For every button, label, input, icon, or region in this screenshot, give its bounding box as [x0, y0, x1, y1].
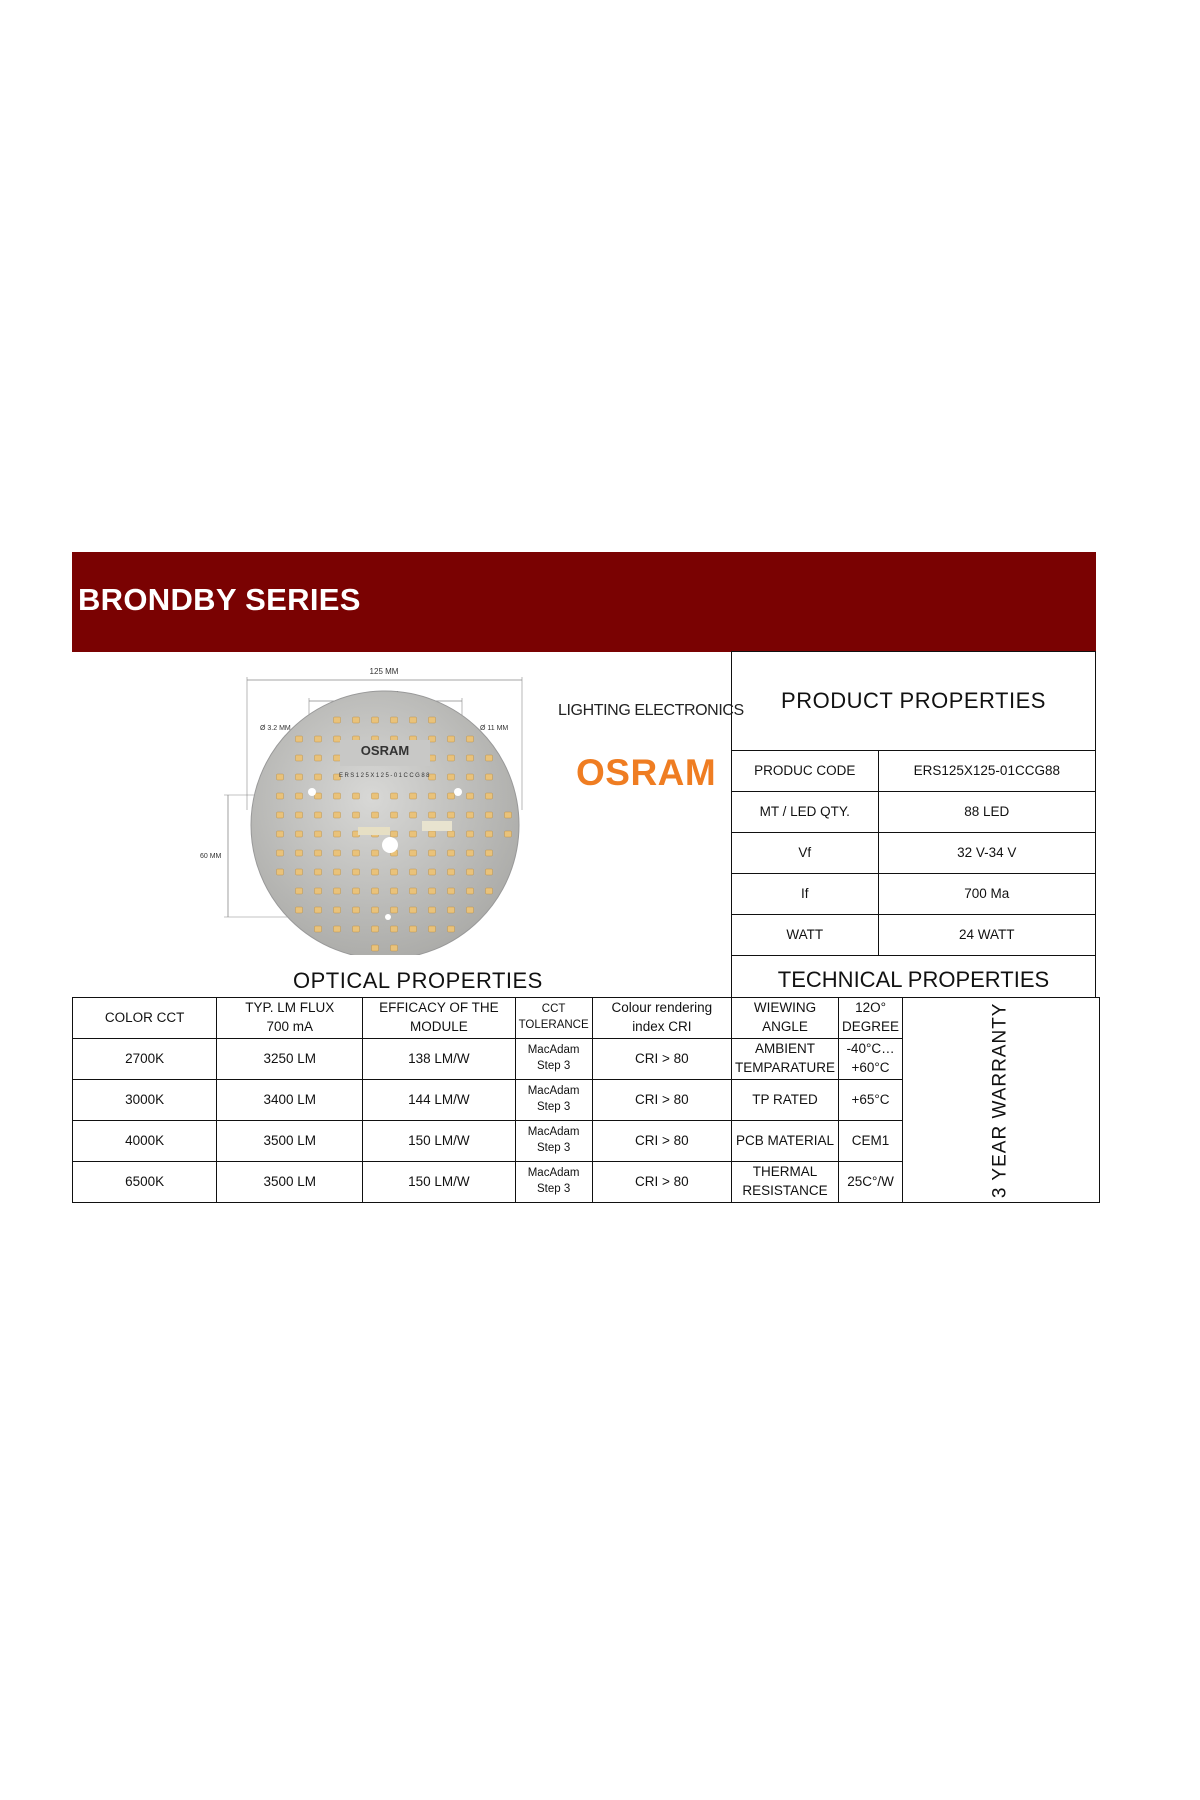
- led-chip: [296, 831, 303, 837]
- product-value: 24 WATT: [878, 915, 1095, 956]
- warranty-cell: [903, 998, 1100, 1203]
- led-chip: [372, 945, 379, 951]
- tech-label: AMBIENT TEMPARATURE: [732, 1039, 839, 1080]
- led-chip: [296, 869, 303, 875]
- cell-tolerance: MacAdam Step 3: [515, 1162, 592, 1203]
- led-chip: [296, 812, 303, 818]
- led-chip: [467, 888, 474, 894]
- led-chip: [391, 907, 398, 913]
- header-efficacy: EFFICACY OF THE MODULE: [363, 998, 515, 1039]
- led-chip: [467, 812, 474, 818]
- product-label: If: [732, 874, 879, 915]
- led-chip: [448, 850, 455, 856]
- header-cri: Colour rendering index CRI: [592, 998, 731, 1039]
- led-chip: [315, 869, 322, 875]
- led-chip: [467, 793, 474, 799]
- cell-flux: 3250 LM: [217, 1039, 363, 1080]
- led-chip: [429, 793, 436, 799]
- board-brand-label: OSRAM: [360, 743, 410, 758]
- led-chip: [296, 774, 303, 780]
- led-chip: [391, 717, 398, 723]
- led-chip: [296, 793, 303, 799]
- led-chip: [372, 907, 379, 913]
- led-chip: [315, 736, 322, 742]
- product-label: WATT: [732, 915, 879, 956]
- cell-tolerance: MacAdam Step 3: [515, 1039, 592, 1080]
- led-chip: [429, 907, 436, 913]
- lighting-electronics-tagline: LIGHTING ELECTRONICS: [558, 702, 744, 719]
- led-chip: [372, 793, 379, 799]
- led-chip: [296, 755, 303, 761]
- board-code-label: ERS125X125-01CCG88: [338, 773, 432, 779]
- product-value: 32 V-34 V: [878, 833, 1095, 874]
- led-module-drawing: [190, 655, 550, 955]
- cell-efficacy: 144 LM/W: [363, 1080, 515, 1121]
- product-value: 700 Ma: [878, 874, 1095, 915]
- mount-hole-right: [454, 788, 462, 796]
- led-chip: [391, 926, 398, 932]
- pcb-illustration: [190, 655, 550, 955]
- led-chip: [448, 926, 455, 932]
- led-chip: [429, 850, 436, 856]
- cell-cri: CRI > 80: [592, 1121, 731, 1162]
- product-value: ERS125X125-01CCG88: [878, 751, 1095, 792]
- led-chip: [315, 926, 322, 932]
- led-chip: [277, 869, 284, 875]
- header-lm-flux: TYP. LM FLUX 700 mA: [217, 998, 363, 1039]
- led-chip: [410, 812, 417, 818]
- led-chip: [315, 793, 322, 799]
- product-label: Vf: [732, 833, 879, 874]
- cell-flux: 3500 LM: [217, 1121, 363, 1162]
- led-chip: [429, 888, 436, 894]
- led-chip: [277, 850, 284, 856]
- cell-flux: 3400 LM: [217, 1080, 363, 1121]
- led-chip: [448, 869, 455, 875]
- tech-label: THERMAL RESISTANCE: [732, 1162, 839, 1203]
- led-chip: [448, 736, 455, 742]
- table-row: [732, 915, 1096, 956]
- led-chip: [505, 831, 512, 837]
- led-chip: [334, 888, 341, 894]
- led-chip: [467, 831, 474, 837]
- product-label: PRODUC CODE: [732, 751, 879, 792]
- led-chip: [334, 869, 341, 875]
- cell-cri: CRI > 80: [592, 1039, 731, 1080]
- led-chip: [353, 926, 360, 932]
- led-chip: [486, 850, 493, 856]
- table-header-row: [73, 998, 732, 1039]
- led-chip: [429, 812, 436, 818]
- led-chip: [372, 869, 379, 875]
- led-chip: [315, 755, 322, 761]
- optical-properties-title: OPTICAL PROPERTIES: [293, 968, 543, 993]
- led-chip: [410, 717, 417, 723]
- table-row: [732, 833, 1096, 874]
- table-row: [73, 1080, 732, 1121]
- led-chip: [334, 736, 341, 742]
- led-chip: [448, 755, 455, 761]
- dim-hole-small-label: Ø 3.2 MM: [260, 725, 291, 732]
- led-chip: [372, 888, 379, 894]
- led-chip: [467, 850, 474, 856]
- led-chip: [429, 831, 436, 837]
- table-row: [732, 751, 1096, 792]
- led-chip: [353, 850, 360, 856]
- dim-height-label: 60 MM: [200, 853, 222, 860]
- led-chip: [448, 812, 455, 818]
- cell-efficacy: 150 LM/W: [363, 1121, 515, 1162]
- led-chip: [334, 793, 341, 799]
- led-chip: [296, 907, 303, 913]
- led-chip: [296, 888, 303, 894]
- led-chip: [391, 812, 398, 818]
- led-chip: [296, 850, 303, 856]
- product-properties-table: [731, 651, 1096, 998]
- cell-cct: 3000K: [73, 1080, 217, 1121]
- led-chip: [277, 774, 284, 780]
- led-chip: [277, 812, 284, 818]
- led-chip: [334, 831, 341, 837]
- dim-hole-large-label: Ø 11 MM: [480, 725, 509, 732]
- product-label: MT / LED QTY.: [732, 792, 879, 833]
- product-value: 88 LED: [878, 792, 1095, 833]
- tech-label: TP RATED: [732, 1080, 839, 1121]
- series-title: BRONDBY SERIES: [78, 582, 361, 617]
- led-chip: [467, 755, 474, 761]
- optical-properties-table: [72, 997, 732, 1203]
- led-chip: [486, 793, 493, 799]
- led-chip: [296, 736, 303, 742]
- led-chip: [353, 812, 360, 818]
- product-properties-title: PRODUCT PROPERTIES: [732, 652, 1096, 751]
- led-chip: [334, 755, 341, 761]
- mount-hole-bottom: [385, 914, 391, 920]
- led-chip: [334, 812, 341, 818]
- tech-value: -40°C… +60°C: [839, 1039, 903, 1080]
- led-chip: [315, 774, 322, 780]
- tech-value: +65°C: [839, 1080, 903, 1121]
- dim-width-label: 125 MM: [369, 667, 399, 676]
- led-chip: [391, 831, 398, 837]
- led-chip: [486, 831, 493, 837]
- table-row: [732, 998, 1100, 1039]
- mount-hole-left: [308, 788, 316, 796]
- led-chip: [486, 812, 493, 818]
- led-chip: [353, 869, 360, 875]
- led-chip: [315, 812, 322, 818]
- led-chip: [410, 869, 417, 875]
- led-chip: [410, 907, 417, 913]
- led-chip: [448, 831, 455, 837]
- cell-cct: 6500K: [73, 1162, 217, 1203]
- header-banner: [72, 552, 1096, 652]
- led-chip: [467, 869, 474, 875]
- cell-cri: CRI > 80: [592, 1080, 731, 1121]
- led-chip: [372, 926, 379, 932]
- led-chip: [391, 888, 398, 894]
- cell-cct: 4000K: [73, 1121, 217, 1162]
- cell-cri: CRI > 80: [592, 1162, 731, 1203]
- led-chip: [429, 717, 436, 723]
- mount-hole-center: [382, 837, 398, 853]
- pcb-board: [251, 691, 519, 955]
- led-chip: [372, 812, 379, 818]
- tech-value: 12O° DEGREE: [839, 998, 903, 1039]
- led-chip: [467, 774, 474, 780]
- led-chip: [315, 907, 322, 913]
- led-chip: [410, 831, 417, 837]
- led-chip: [410, 888, 417, 894]
- led-chip: [334, 907, 341, 913]
- led-chip: [486, 755, 493, 761]
- osram-logo: OSRAM: [576, 752, 717, 793]
- led-chip: [334, 926, 341, 932]
- led-chip: [334, 717, 341, 723]
- tech-value: CEM1: [839, 1121, 903, 1162]
- cell-flux: 3500 LM: [217, 1162, 363, 1203]
- led-chip: [505, 812, 512, 818]
- led-chip: [410, 926, 417, 932]
- led-chip: [277, 831, 284, 837]
- led-chip: [429, 926, 436, 932]
- tech-label: PCB MATERIAL: [732, 1121, 839, 1162]
- led-chip: [448, 793, 455, 799]
- header-cct-tolerance: CCT TOLERANCE: [515, 998, 592, 1039]
- table-row: [73, 1162, 732, 1203]
- led-chip: [315, 850, 322, 856]
- cell-cct: 2700K: [73, 1039, 217, 1080]
- led-chip: [391, 945, 398, 951]
- cell-efficacy: 138 LM/W: [363, 1039, 515, 1080]
- header-color-cct: COLOR CCT: [73, 998, 217, 1039]
- table-row: [73, 1121, 732, 1162]
- led-chip: [391, 869, 398, 875]
- led-chip: [353, 907, 360, 913]
- led-chip: [448, 907, 455, 913]
- cell-tolerance: MacAdam Step 3: [515, 1080, 592, 1121]
- led-chip: [353, 793, 360, 799]
- led-chip: [353, 888, 360, 894]
- warranty-label: 3 YEAR WARRANTY: [989, 1002, 1011, 1198]
- led-chip: [410, 850, 417, 856]
- tech-value: 25C°/W: [839, 1162, 903, 1203]
- led-chip: [334, 850, 341, 856]
- table-row: [732, 874, 1096, 915]
- led-chip: [448, 774, 455, 780]
- table-row: [732, 792, 1096, 833]
- technical-properties-table: [731, 997, 1100, 1203]
- led-chip: [372, 850, 379, 856]
- led-chip: [391, 793, 398, 799]
- cell-efficacy: 150 LM/W: [363, 1162, 515, 1203]
- led-chip: [277, 793, 284, 799]
- cell-tolerance: MacAdam Step 3: [515, 1121, 592, 1162]
- tech-label: WIEWING ANGLE: [732, 998, 839, 1039]
- led-chip: [315, 888, 322, 894]
- led-chip: [353, 717, 360, 723]
- led-chip: [372, 717, 379, 723]
- led-chip: [486, 774, 493, 780]
- led-chip: [467, 736, 474, 742]
- led-chip: [315, 831, 322, 837]
- led-chip: [429, 869, 436, 875]
- led-chip: [486, 888, 493, 894]
- led-chip: [486, 869, 493, 875]
- technical-properties-title: TECHNICAL PROPERTIES: [732, 956, 1096, 998]
- led-chip: [448, 888, 455, 894]
- table-row: [73, 1039, 732, 1080]
- led-chip: [467, 907, 474, 913]
- led-chip: [410, 793, 417, 799]
